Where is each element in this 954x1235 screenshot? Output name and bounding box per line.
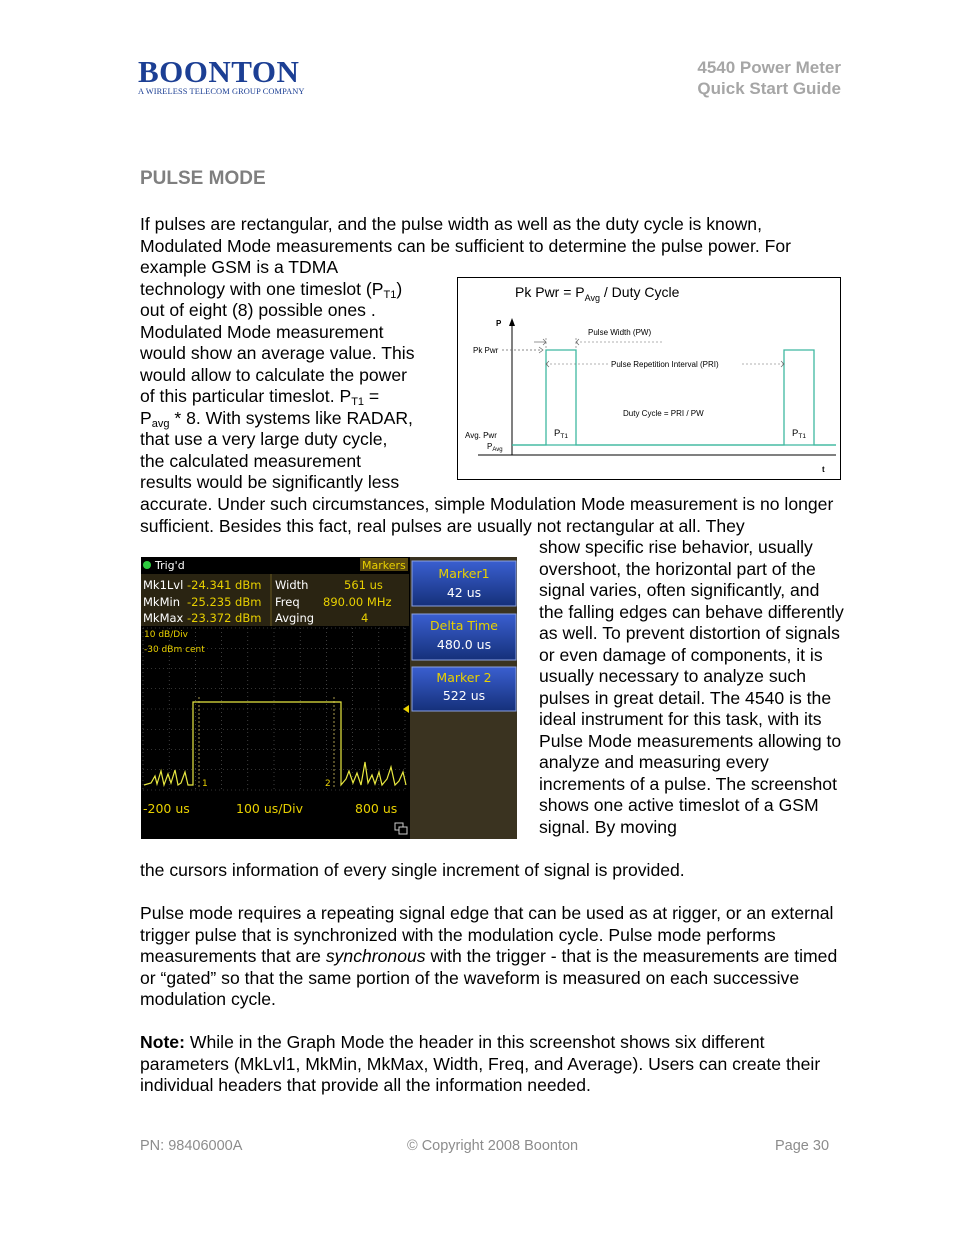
readout-label: MkMax: [143, 611, 184, 625]
note-paragraph: [140, 1032, 845, 1097]
readout-label: Width: [275, 578, 309, 592]
x-axis-scale-label: 100 us/Div: [236, 801, 303, 816]
text-run: of this particular timeslot. P: [140, 386, 352, 406]
x-axis-end-label: 800 us: [355, 801, 398, 816]
scale-center: -30 dBm cent: [144, 645, 205, 655]
marker2-button[interactable]: [412, 667, 516, 711]
readout-value: 561 us: [344, 578, 383, 592]
doc-title-line1: 4540 Power Meter: [697, 58, 841, 77]
pulse-diagram: [457, 277, 841, 480]
pulse-width-label: Pulse Width (PW): [588, 328, 652, 337]
pri-label: Pulse Repetition Interval (PRI): [611, 360, 719, 369]
delta-time-button-title: Delta Time: [430, 618, 498, 633]
footer-part-number: PN: 98406000A: [140, 1138, 243, 1154]
p1-line: that use a very large duty cycle,: [140, 429, 388, 449]
section-title: PULSE MODE: [140, 168, 266, 189]
text-run: Pulse mode requires a repeating signal edge that can be used as at rigger, or an external trigger pulse that is synchronized with the modulation cycle. Pulse mode performs measurements that are: [140, 903, 834, 966]
p1-line: example GSM is a TDMA: [140, 257, 339, 277]
subscript: T1: [351, 396, 365, 408]
footer-copyright: © Copyright 2008 Boonton: [407, 1138, 579, 1154]
readout-value: -24.341 dBm: [187, 578, 262, 592]
avg-pwr-label: Avg. Pwr: [465, 431, 497, 440]
readout-value: -25.235 dBm: [187, 595, 262, 609]
footer-page-number: Page 30: [775, 1138, 830, 1154]
scale-db-per-div: 10 dB/Div: [144, 630, 188, 640]
marker2-button-value: 522 us: [442, 688, 486, 703]
marker-2-number: 2: [325, 779, 331, 789]
x-axis-start-label: -200 us: [143, 801, 190, 816]
readout-label: Mk1Lvl: [143, 578, 184, 592]
readout-label: Freq: [275, 595, 300, 609]
paragraph-2-side: show specific rise behavior, usually overshoot, the horizontal part of the signal varies, often significantly, and the falling edges can behave differently as well. To prevent distortion of signals or even damage of components, it is usually necessary to analyze such pulses in great detail. The 4540 is the ideal instrument for this task, with its Pulse Mode measurements allowing to analyze and measuring every increments of a pulse. The screenshot shows one active timeslot of a GSM signal. By moving: [539, 537, 844, 837]
delta-time-button[interactable]: [412, 614, 516, 660]
markers-tab-label: Markers: [362, 559, 406, 572]
p1-line: would allow to calculate the power: [140, 364, 407, 385]
marker1-button[interactable]: [412, 561, 516, 606]
text-run: ): [396, 278, 403, 299]
axis-p-label: P: [496, 319, 502, 328]
y-axis-arrow: [509, 318, 515, 326]
boonton-logo: [138, 56, 338, 96]
emphasis-text: synchronous: [325, 946, 426, 966]
text-run: with the trigger - that is the measurements are timed or “gated” so that the same portion of the waveform is measured on each successive modulation cycle.: [140, 946, 838, 1009]
axis-t-label: t: [822, 465, 825, 474]
pavg-label: $P_{Avg}$: [487, 442, 503, 453]
paragraph-1-continued: accurate. Under such circumstances, simple Modulation Mode measurement is no longer sufficient. Besides this fact, real pulses are usually not rectangular at all. They: [140, 494, 834, 536]
instrument-screenshot: [141, 557, 517, 839]
readout-value: 4: [361, 611, 369, 625]
p1-line: results would be significantly less: [140, 472, 400, 492]
doc-title-line2: Quick Start Guide: [697, 79, 841, 98]
paragraph-2-continued: the cursors information of every single increment of signal is provided.: [140, 860, 685, 880]
paragraph-1-wrapped: [140, 257, 440, 494]
logo-wordmark: BOONTON: [138, 54, 300, 89]
p1-line: the calculated measurement: [140, 450, 362, 471]
formula-label: Pk Pwr = $P_{Avg}$ / Duty Cycle: [515, 284, 680, 303]
readout-value: 890.00 MHz: [323, 595, 392, 609]
p1-line: [140, 408, 440, 430]
text-run: * 8. With systems like RADAR,: [169, 407, 413, 428]
text-run: technology with one timeslot (P: [140, 278, 384, 299]
p1-line: Modulated Mode measurement: [140, 321, 384, 342]
readout-value: -23.372 dBm: [187, 611, 262, 625]
paragraph-3: [140, 903, 845, 1011]
p1-line: [140, 386, 440, 408]
status-text: Trig'd: [155, 559, 185, 572]
duty-cycle-label: Duty Cycle = PRI / PW: [623, 409, 704, 418]
p1-line: would show an average value. This: [140, 343, 415, 363]
pt1-label-first: $P_{T1}$: [554, 428, 568, 440]
document-title: [697, 57, 841, 99]
note-label: Note:: [140, 1032, 185, 1052]
instrument-screen-svg: [141, 557, 517, 839]
marker1-button-value: 42 us: [446, 585, 482, 600]
text-run: =: [364, 386, 380, 406]
paragraph-1-intro: If pulses are rectangular, and the pulse width as well as the duty cycle is known, Modulated Mode measurements can be sufficient to determine the pulse power. For: [140, 214, 792, 256]
readout-label: Avging: [275, 611, 315, 625]
subscript: avg: [151, 417, 170, 430]
text-run: P: [140, 407, 152, 428]
marker2-button-title: Marker 2: [436, 670, 492, 685]
logo-tagline: A WIRELESS TELECOM GROUP COMPANY: [138, 87, 305, 96]
status-dot-icon: [143, 561, 151, 569]
pulse-diagram-svg: [458, 278, 840, 479]
p1-line: out of eight (8) possible ones .: [140, 300, 376, 320]
note-text: While in the Graph Mode the header in this screenshot shows six different parameters (MkLvl1, MkMin, MkMax, Width, Freq, and Average). Users can create their individual headers that provide all the information needed.: [140, 1032, 821, 1095]
subscript: T1: [383, 288, 397, 301]
p1-line: [140, 279, 440, 301]
marker-1-number: 1: [202, 779, 208, 789]
pk-pwr-label: Pk Pwr: [473, 346, 499, 355]
marker1-button-title: Marker1: [438, 566, 490, 581]
delta-time-button-value: 480.0 us: [436, 637, 492, 652]
readout-label: MkMin: [143, 595, 180, 609]
pt1-label-second: $P_{T1}$: [792, 428, 806, 440]
